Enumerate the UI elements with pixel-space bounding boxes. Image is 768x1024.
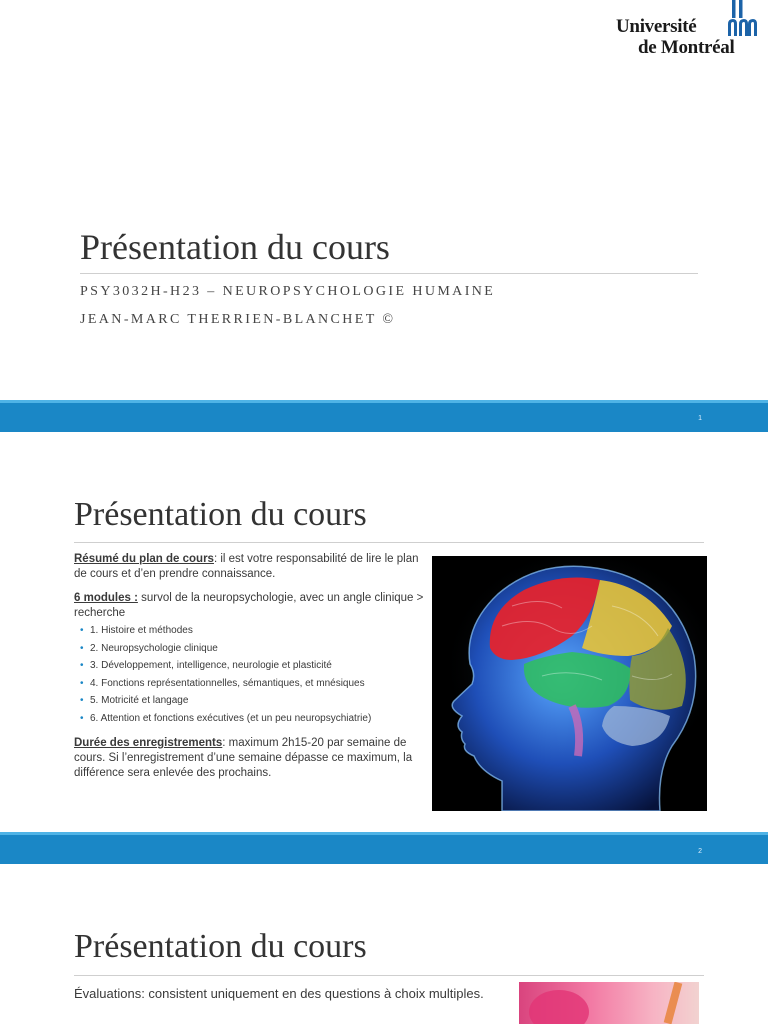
title-divider — [74, 542, 704, 543]
slide-3 — [0, 864, 768, 1024]
brain-illustration — [432, 556, 707, 811]
logo-text-line2: de Montréal — [638, 37, 735, 58]
modules-label: 6 modules : — [74, 592, 138, 604]
title-divider — [74, 975, 704, 976]
modules-text: survol de la neuropsychologie, avec un angle clinique > recherche — [74, 592, 424, 619]
page-number: 2 — [698, 848, 702, 855]
summary-text: : il est votre responsabilité de lire le plan de cours et d’en prendre connaissance. — [74, 553, 419, 580]
slide-footer-band-1 — [0, 400, 768, 432]
list-item: • 6. Attention et fonctions exécutives (et un peu neuropsychiatrie) — [80, 712, 372, 724]
logo-emblem-icon — [726, 0, 760, 36]
list-item: • 4. Fonctions représentationnelles, sémantiques, et mnésiques — [80, 677, 365, 689]
summary-paragraph — [74, 552, 424, 582]
slide-2 — [0, 432, 768, 832]
modules-list — [80, 622, 371, 728]
list-item: • 3. Développement, intelligence, neurologie et plasticité — [80, 660, 332, 672]
slide-title: Présentation du cours — [74, 496, 367, 533]
title-divider — [80, 273, 698, 274]
universite-de-montreal-logo — [616, 0, 764, 62]
slide-title: Présentation du cours — [80, 227, 390, 267]
list-item: • 1. Histoire et méthodes — [80, 625, 193, 636]
author-subtitle: JEAN-MARC THERRIEN-BLANCHET © — [80, 312, 396, 327]
duration-paragraph — [74, 736, 424, 781]
summary-label: Résumé du plan de cours — [74, 553, 214, 565]
evaluation-photo — [519, 982, 699, 1024]
logo-text-line1: Université — [616, 16, 697, 37]
slide-title: Présentation du cours — [74, 928, 367, 965]
list-item: • 2. Neuropsychologie clinique — [80, 642, 218, 654]
modules-paragraph — [74, 591, 424, 621]
page-number: 1 — [698, 415, 702, 422]
slide-1 — [0, 0, 768, 400]
list-item: • 5. Motricité et langage — [80, 695, 189, 707]
evaluation-paragraph: Évaluations: consistent uniquement en des questions à choix multiples. — [74, 986, 484, 1001]
course-subtitle: PSY3032H-H23 – NEUROPSYCHOLOGIE HUMAINE — [80, 284, 496, 299]
duration-text: : maximum 2h15-20 par semaine de cours. Si l’enregistrement d’une semaine dépasse ce maximum, la différence sera enlevée des prochains. — [74, 737, 413, 779]
duration-label: Durée des enregistrements — [74, 737, 223, 749]
slide-footer-band-2 — [0, 832, 768, 864]
